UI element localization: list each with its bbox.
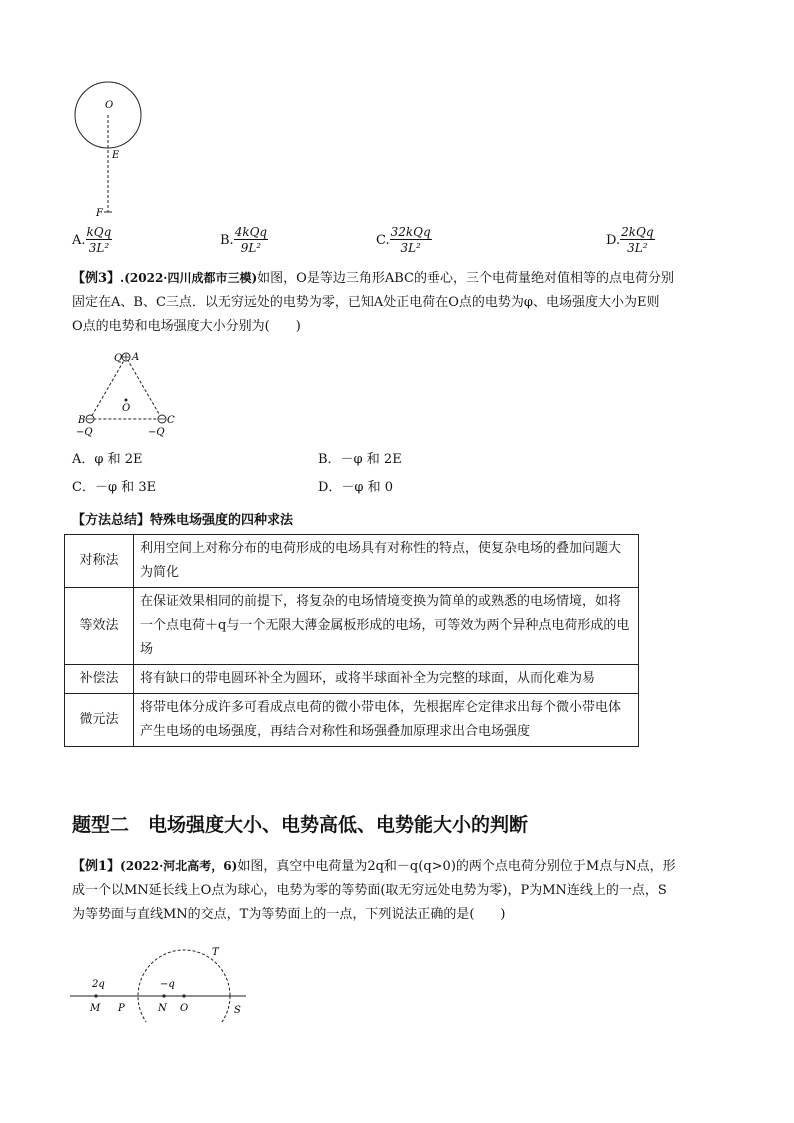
example1-line3: 为等势面与直线MN的交点，T为等势面上的一点，下列说法正确的是( ) (72, 907, 506, 922)
figure-circle-line (70, 78, 160, 223)
fig3-label-m: M (90, 1003, 101, 1014)
fig1-label-f: F (96, 208, 103, 219)
figure-triangle (72, 350, 182, 442)
ex3-choice-d[interactable]: D．－φ 和 0 (318, 480, 394, 495)
method-name: 对称法 (65, 535, 134, 588)
fig2-label-o: O (122, 403, 131, 414)
choice-c-num: 32kQq (390, 225, 431, 239)
ex3-choice-b[interactable]: B．－φ 和 2E (318, 452, 402, 467)
example1-source: (2022·河北高考，6) (120, 859, 238, 873)
fig3-label-t: T (212, 947, 219, 958)
method-desc: 利用空间上对称分布的电荷形成的电场具有对称性的特点，使复杂电场的叠加问题大为简化 (134, 535, 639, 588)
fig3-label-p: P (118, 1003, 125, 1014)
example1-tag: 【例1】 (72, 859, 121, 874)
figure-equipotential (70, 940, 250, 1022)
choice-b-letter: B. (220, 232, 234, 248)
choice-b-num: 4kQq (234, 225, 268, 239)
ex3-choice-a[interactable]: A．φ 和 2E (72, 452, 143, 467)
fig2-label-negq-left: −Q (76, 427, 93, 438)
table-row (65, 588, 639, 665)
choice-c[interactable] (376, 226, 432, 254)
fig2-label-negq-right: −Q (148, 427, 165, 438)
choice-c-den: 3L² (400, 241, 421, 255)
example3-line1: 如图，O是等边三角形ABC的垂心，三个电荷量绝对值相等的点电荷分别 (257, 271, 674, 286)
fig1-label-e: E (112, 150, 120, 161)
method-desc: 将带电体分成许多可看成点电荷的微小带电体，先根据库仑定律求出每个微小带电体产生电场的电场强度，再结合对称性和场强叠加原理求出合电场强度 (134, 694, 639, 747)
choice-d[interactable] (606, 226, 655, 254)
example3-tag: 【例3】 (72, 271, 121, 286)
choice-d-den: 3L² (627, 241, 648, 255)
method-name: 微元法 (65, 694, 134, 747)
choice-a[interactable] (72, 226, 112, 254)
section-title: 题型二 电场强度大小、电势高低、电势能大小的判断 (72, 814, 529, 836)
example1-question (72, 854, 722, 927)
choice-d-letter: D. (606, 232, 621, 248)
choice-b[interactable] (220, 226, 268, 254)
method-title: 【方法总结】特殊电场强度的四种求法 (72, 513, 294, 528)
table-row (65, 665, 639, 694)
choice-a-num: kQq (86, 225, 112, 239)
fig3-label-negq: −q (160, 979, 175, 990)
example3-question (72, 266, 722, 339)
example1-line2: 成一个以MN延长线上O点为球心，电势为零的等势面(取无穷远处电势为零)，P为MN连线上的一点，S (72, 883, 667, 898)
method-name: 等效法 (65, 588, 134, 665)
method-desc: 将有缺口的带电圆环补全为圆环，或将半球面补全为完整的球面，从而化难为易 (134, 665, 639, 694)
ex3-choice-c[interactable]: C．－φ 和 3E (72, 480, 157, 495)
fig2-label-a: A (132, 352, 140, 363)
fig3-label-o: O (180, 1003, 189, 1014)
fig2-label-q: Q (114, 353, 123, 364)
example3-line3: O点的电势和电场强度大小分别为( ) (72, 319, 301, 334)
fig3-label-2q: 2q (92, 979, 105, 990)
fig3-label-s: S (234, 1005, 241, 1016)
fig2-label-b: B (78, 415, 86, 426)
fig3-label-n: N (158, 1003, 167, 1014)
fig2-label-c: C (167, 415, 175, 426)
choice-c-letter: C. (376, 232, 390, 248)
method-table (64, 534, 639, 747)
example3-line2: 固定在A、B、C三点．以无穷远处的电势为零，已知A处正电荷在O点的电势为φ、电场强度大小为E则 (72, 295, 660, 310)
example1-line1: 如图，真空中电荷量为2q和－q(q>0)的两个点电荷分别位于M点与N点，形 (237, 859, 676, 874)
choice-a-den: 3L² (88, 241, 110, 255)
table-row (65, 694, 639, 747)
choice-a-letter: A. (72, 232, 86, 248)
table-row (65, 535, 639, 588)
choice-d-num: 2kQq (621, 225, 654, 239)
fig1-label-o: O (105, 100, 114, 111)
method-desc: 在保证效果相同的前提下，将复杂的电场情境变换为简单的或熟悉的电场情境，如将一个点电荷＋q与一个无限大薄金属板形成的电场，可等效为两个异种点电荷形成的电场 (134, 588, 639, 665)
method-name: 补偿法 (65, 665, 134, 694)
example3-source: .(2022·四川成都市三模) (120, 271, 258, 285)
choice-b-den: 9L² (240, 241, 262, 255)
